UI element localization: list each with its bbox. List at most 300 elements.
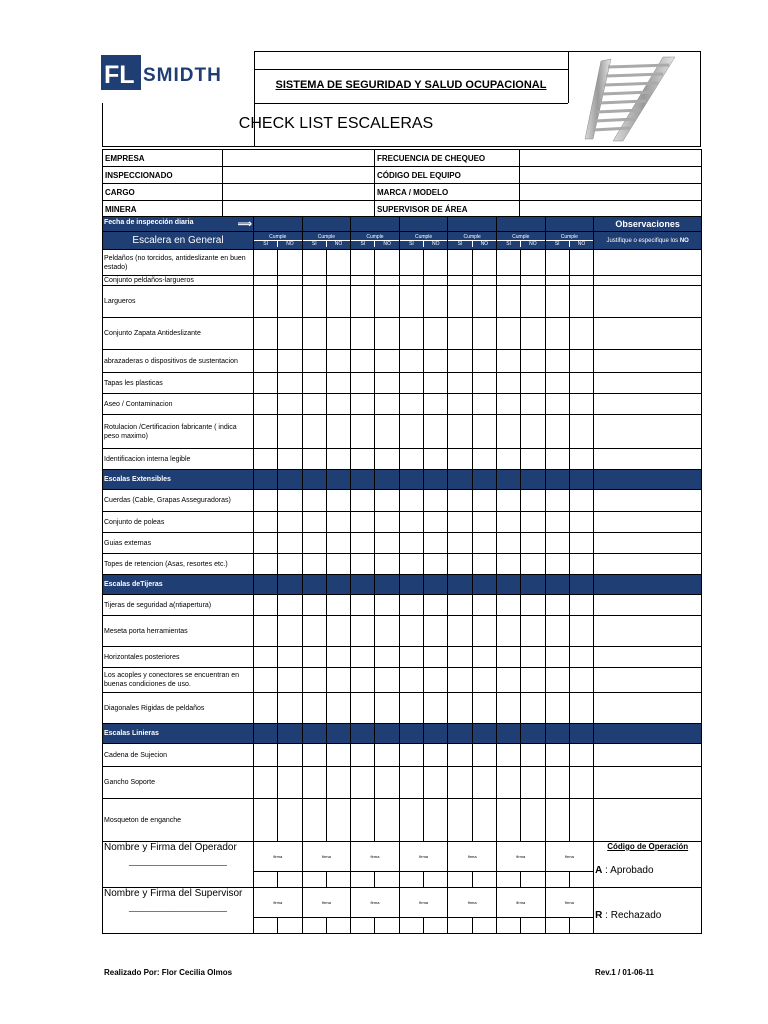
si-checkbox[interactable] <box>351 799 375 842</box>
si-checkbox[interactable] <box>302 318 326 350</box>
no-checkbox[interactable] <box>521 286 545 318</box>
no-checkbox[interactable] <box>424 350 448 373</box>
si-checkbox[interactable] <box>351 595 375 616</box>
no-checkbox[interactable] <box>424 449 448 470</box>
si-checkbox[interactable] <box>302 449 326 470</box>
si-checkbox[interactable] <box>302 533 326 554</box>
si-checkbox[interactable] <box>545 286 569 318</box>
no-checkbox[interactable] <box>375 554 399 575</box>
si-checkbox[interactable] <box>496 490 520 512</box>
si-checkbox[interactable] <box>496 449 520 470</box>
no-checkbox[interactable] <box>326 744 350 767</box>
signature-field[interactable]: firma <box>448 888 497 918</box>
si-checkbox[interactable] <box>302 286 326 318</box>
no-checkbox[interactable] <box>569 693 593 724</box>
si-checkbox[interactable] <box>545 744 569 767</box>
si-checkbox[interactable] <box>545 350 569 373</box>
no-checkbox[interactable] <box>375 668 399 693</box>
no-checkbox[interactable] <box>521 276 545 286</box>
no-checkbox[interactable] <box>569 595 593 616</box>
no-checkbox[interactable] <box>521 693 545 724</box>
si-checkbox[interactable] <box>399 595 423 616</box>
no-checkbox[interactable] <box>326 318 350 350</box>
signature-subfield[interactable] <box>569 872 593 888</box>
si-checkbox[interactable] <box>302 554 326 575</box>
date-field[interactable] <box>351 217 400 232</box>
no-checkbox[interactable] <box>521 744 545 767</box>
signature-subfield[interactable] <box>569 918 593 934</box>
no-checkbox[interactable] <box>569 373 593 394</box>
si-checkbox[interactable] <box>545 647 569 668</box>
si-checkbox[interactable] <box>448 767 472 799</box>
si-checkbox[interactable] <box>448 490 472 512</box>
si-checkbox[interactable] <box>545 250 569 276</box>
signature-subfield[interactable] <box>545 918 569 934</box>
si-checkbox[interactable] <box>302 490 326 512</box>
observation-field[interactable] <box>594 276 702 286</box>
signature-subfield[interactable] <box>521 872 545 888</box>
no-checkbox[interactable] <box>424 647 448 668</box>
no-checkbox[interactable] <box>472 693 496 724</box>
no-checkbox[interactable] <box>569 318 593 350</box>
no-checkbox[interactable] <box>326 373 350 394</box>
si-checkbox[interactable] <box>496 533 520 554</box>
si-checkbox[interactable] <box>399 449 423 470</box>
si-checkbox[interactable] <box>399 647 423 668</box>
si-checkbox[interactable] <box>254 693 278 724</box>
observation-field[interactable] <box>594 512 702 533</box>
si-checkbox[interactable] <box>302 767 326 799</box>
no-checkbox[interactable] <box>424 554 448 575</box>
si-checkbox[interactable] <box>351 449 375 470</box>
si-checkbox[interactable] <box>448 350 472 373</box>
si-checkbox[interactable] <box>496 767 520 799</box>
si-checkbox[interactable] <box>545 554 569 575</box>
no-checkbox[interactable] <box>472 415 496 449</box>
no-checkbox[interactable] <box>472 512 496 533</box>
observation-field[interactable] <box>594 616 702 647</box>
no-checkbox[interactable] <box>424 318 448 350</box>
no-checkbox[interactable] <box>424 744 448 767</box>
si-checkbox[interactable] <box>254 449 278 470</box>
si-checkbox[interactable] <box>545 799 569 842</box>
si-checkbox[interactable] <box>399 250 423 276</box>
si-checkbox[interactable] <box>496 616 520 647</box>
si-checkbox[interactable] <box>254 373 278 394</box>
observation-field[interactable] <box>594 415 702 449</box>
si-checkbox[interactable] <box>496 394 520 415</box>
si-checkbox[interactable] <box>351 286 375 318</box>
observation-field[interactable] <box>594 350 702 373</box>
signature-subfield[interactable] <box>545 872 569 888</box>
info-value-field[interactable] <box>223 201 375 218</box>
si-checkbox[interactable] <box>545 415 569 449</box>
si-checkbox[interactable] <box>545 693 569 724</box>
no-checkbox[interactable] <box>375 276 399 286</box>
signature-subfield[interactable] <box>399 918 423 934</box>
no-checkbox[interactable] <box>521 490 545 512</box>
si-checkbox[interactable] <box>399 616 423 647</box>
no-checkbox[interactable] <box>326 554 350 575</box>
no-checkbox[interactable] <box>472 554 496 575</box>
no-checkbox[interactable] <box>375 767 399 799</box>
info-value-field[interactable] <box>223 150 375 167</box>
si-checkbox[interactable] <box>545 767 569 799</box>
si-checkbox[interactable] <box>545 512 569 533</box>
si-checkbox[interactable] <box>545 276 569 286</box>
signature-field[interactable]: firma <box>351 842 400 872</box>
si-checkbox[interactable] <box>448 250 472 276</box>
no-checkbox[interactable] <box>521 595 545 616</box>
no-checkbox[interactable] <box>472 668 496 693</box>
no-checkbox[interactable] <box>569 415 593 449</box>
no-checkbox[interactable] <box>569 554 593 575</box>
si-checkbox[interactable] <box>496 554 520 575</box>
si-checkbox[interactable] <box>254 533 278 554</box>
info-value-field[interactable] <box>223 167 375 184</box>
date-field[interactable] <box>448 217 497 232</box>
si-checkbox[interactable] <box>496 276 520 286</box>
si-checkbox[interactable] <box>448 647 472 668</box>
no-checkbox[interactable] <box>424 533 448 554</box>
si-checkbox[interactable] <box>351 668 375 693</box>
no-checkbox[interactable] <box>472 490 496 512</box>
signature-subfield[interactable] <box>521 918 545 934</box>
date-field[interactable] <box>496 217 545 232</box>
no-checkbox[interactable] <box>521 554 545 575</box>
si-checkbox[interactable] <box>448 415 472 449</box>
date-field[interactable] <box>302 217 351 232</box>
si-checkbox[interactable] <box>448 512 472 533</box>
si-checkbox[interactable] <box>351 693 375 724</box>
si-checkbox[interactable] <box>545 318 569 350</box>
no-checkbox[interactable] <box>375 744 399 767</box>
signature-subfield[interactable] <box>302 872 326 888</box>
no-checkbox[interactable] <box>521 394 545 415</box>
no-checkbox[interactable] <box>278 490 302 512</box>
si-checkbox[interactable] <box>351 647 375 668</box>
observation-field[interactable] <box>594 799 702 842</box>
observation-field[interactable] <box>594 595 702 616</box>
si-checkbox[interactable] <box>351 554 375 575</box>
si-checkbox[interactable] <box>254 595 278 616</box>
si-checkbox[interactable] <box>399 394 423 415</box>
no-checkbox[interactable] <box>424 595 448 616</box>
no-checkbox[interactable] <box>472 276 496 286</box>
no-checkbox[interactable] <box>569 799 593 842</box>
signature-subfield[interactable] <box>424 918 448 934</box>
si-checkbox[interactable] <box>351 512 375 533</box>
no-checkbox[interactable] <box>424 799 448 842</box>
no-checkbox[interactable] <box>278 647 302 668</box>
no-checkbox[interactable] <box>424 394 448 415</box>
si-checkbox[interactable] <box>302 394 326 415</box>
observation-field[interactable] <box>594 373 702 394</box>
observation-field[interactable] <box>594 394 702 415</box>
signature-subfield[interactable] <box>448 872 472 888</box>
no-checkbox[interactable] <box>521 350 545 373</box>
no-checkbox[interactable] <box>521 616 545 647</box>
si-checkbox[interactable] <box>496 415 520 449</box>
si-checkbox[interactable] <box>399 668 423 693</box>
observation-field[interactable] <box>594 647 702 668</box>
no-checkbox[interactable] <box>472 744 496 767</box>
no-checkbox[interactable] <box>278 595 302 616</box>
si-checkbox[interactable] <box>399 373 423 394</box>
si-checkbox[interactable] <box>351 767 375 799</box>
si-checkbox[interactable] <box>448 373 472 394</box>
no-checkbox[interactable] <box>521 533 545 554</box>
si-checkbox[interactable] <box>254 350 278 373</box>
si-checkbox[interactable] <box>496 799 520 842</box>
no-checkbox[interactable] <box>472 533 496 554</box>
info-value-field[interactable] <box>520 167 702 184</box>
si-checkbox[interactable] <box>496 595 520 616</box>
no-checkbox[interactable] <box>521 668 545 693</box>
no-checkbox[interactable] <box>521 647 545 668</box>
signature-subfield[interactable] <box>278 918 302 934</box>
si-checkbox[interactable] <box>351 744 375 767</box>
no-checkbox[interactable] <box>375 350 399 373</box>
si-checkbox[interactable] <box>254 276 278 286</box>
si-checkbox[interactable] <box>496 744 520 767</box>
observation-field[interactable] <box>594 250 702 276</box>
no-checkbox[interactable] <box>278 744 302 767</box>
signature-subfield[interactable] <box>399 872 423 888</box>
si-checkbox[interactable] <box>254 767 278 799</box>
si-checkbox[interactable] <box>399 533 423 554</box>
si-checkbox[interactable] <box>254 744 278 767</box>
signature-subfield[interactable] <box>351 918 375 934</box>
no-checkbox[interactable] <box>424 250 448 276</box>
no-checkbox[interactable] <box>375 799 399 842</box>
no-checkbox[interactable] <box>424 668 448 693</box>
no-checkbox[interactable] <box>569 350 593 373</box>
no-checkbox[interactable] <box>521 512 545 533</box>
date-field[interactable] <box>545 217 594 232</box>
no-checkbox[interactable] <box>472 318 496 350</box>
no-checkbox[interactable] <box>375 616 399 647</box>
no-checkbox[interactable] <box>472 647 496 668</box>
si-checkbox[interactable] <box>545 449 569 470</box>
si-checkbox[interactable] <box>254 415 278 449</box>
no-checkbox[interactable] <box>326 449 350 470</box>
si-checkbox[interactable] <box>399 512 423 533</box>
no-checkbox[interactable] <box>326 415 350 449</box>
no-checkbox[interactable] <box>326 767 350 799</box>
si-checkbox[interactable] <box>351 415 375 449</box>
no-checkbox[interactable] <box>326 394 350 415</box>
si-checkbox[interactable] <box>254 286 278 318</box>
no-checkbox[interactable] <box>375 533 399 554</box>
no-checkbox[interactable] <box>424 276 448 286</box>
si-checkbox[interactable] <box>545 373 569 394</box>
date-field[interactable] <box>254 217 303 232</box>
si-checkbox[interactable] <box>351 318 375 350</box>
si-checkbox[interactable] <box>254 647 278 668</box>
si-checkbox[interactable] <box>496 350 520 373</box>
signature-field[interactable]: firma <box>496 842 545 872</box>
si-checkbox[interactable] <box>496 286 520 318</box>
no-checkbox[interactable] <box>521 373 545 394</box>
si-checkbox[interactable] <box>545 533 569 554</box>
si-checkbox[interactable] <box>496 373 520 394</box>
no-checkbox[interactable] <box>278 767 302 799</box>
si-checkbox[interactable] <box>545 616 569 647</box>
si-checkbox[interactable] <box>302 647 326 668</box>
si-checkbox[interactable] <box>351 250 375 276</box>
si-checkbox[interactable] <box>351 490 375 512</box>
info-value-field[interactable] <box>520 150 702 167</box>
si-checkbox[interactable] <box>254 394 278 415</box>
signature-field[interactable]: firma <box>545 842 594 872</box>
si-checkbox[interactable] <box>496 250 520 276</box>
signature-field[interactable]: firma <box>448 842 497 872</box>
signature-subfield[interactable] <box>375 872 399 888</box>
no-checkbox[interactable] <box>424 693 448 724</box>
signature-field[interactable]: firma <box>496 888 545 918</box>
si-checkbox[interactable] <box>399 415 423 449</box>
no-checkbox[interactable] <box>472 767 496 799</box>
no-checkbox[interactable] <box>326 512 350 533</box>
info-value-field[interactable] <box>520 184 702 201</box>
observation-field[interactable] <box>594 693 702 724</box>
no-checkbox[interactable] <box>375 693 399 724</box>
no-checkbox[interactable] <box>472 286 496 318</box>
signature-field[interactable]: firma <box>254 888 303 918</box>
si-checkbox[interactable] <box>254 318 278 350</box>
si-checkbox[interactable] <box>302 595 326 616</box>
no-checkbox[interactable] <box>278 318 302 350</box>
si-checkbox[interactable] <box>545 595 569 616</box>
si-checkbox[interactable] <box>448 449 472 470</box>
no-checkbox[interactable] <box>424 512 448 533</box>
no-checkbox[interactable] <box>521 318 545 350</box>
signature-subfield[interactable] <box>448 918 472 934</box>
no-checkbox[interactable] <box>569 533 593 554</box>
signature-subfield[interactable] <box>496 872 520 888</box>
si-checkbox[interactable] <box>302 616 326 647</box>
no-checkbox[interactable] <box>326 350 350 373</box>
no-checkbox[interactable] <box>375 449 399 470</box>
info-value-field[interactable] <box>223 184 375 201</box>
no-checkbox[interactable] <box>521 449 545 470</box>
no-checkbox[interactable] <box>521 799 545 842</box>
signature-subfield[interactable] <box>302 918 326 934</box>
no-checkbox[interactable] <box>569 394 593 415</box>
si-checkbox[interactable] <box>399 286 423 318</box>
no-checkbox[interactable] <box>278 394 302 415</box>
si-checkbox[interactable] <box>399 490 423 512</box>
si-checkbox[interactable] <box>496 647 520 668</box>
no-checkbox[interactable] <box>326 799 350 842</box>
signature-field[interactable]: firma <box>399 842 448 872</box>
no-checkbox[interactable] <box>278 449 302 470</box>
si-checkbox[interactable] <box>302 512 326 533</box>
no-checkbox[interactable] <box>278 554 302 575</box>
si-checkbox[interactable] <box>254 250 278 276</box>
si-checkbox[interactable] <box>399 318 423 350</box>
si-checkbox[interactable] <box>351 350 375 373</box>
no-checkbox[interactable] <box>472 250 496 276</box>
observation-field[interactable] <box>594 286 702 318</box>
si-checkbox[interactable] <box>448 799 472 842</box>
no-checkbox[interactable] <box>375 490 399 512</box>
si-checkbox[interactable] <box>399 693 423 724</box>
si-checkbox[interactable] <box>302 668 326 693</box>
si-checkbox[interactable] <box>302 415 326 449</box>
si-checkbox[interactable] <box>496 512 520 533</box>
signature-subfield[interactable] <box>254 872 278 888</box>
si-checkbox[interactable] <box>302 350 326 373</box>
signature-subfield[interactable] <box>278 872 302 888</box>
signature-subfield[interactable] <box>424 872 448 888</box>
no-checkbox[interactable] <box>569 512 593 533</box>
no-checkbox[interactable] <box>521 415 545 449</box>
no-checkbox[interactable] <box>326 693 350 724</box>
no-checkbox[interactable] <box>472 373 496 394</box>
si-checkbox[interactable] <box>448 318 472 350</box>
no-checkbox[interactable] <box>278 350 302 373</box>
no-checkbox[interactable] <box>326 647 350 668</box>
no-checkbox[interactable] <box>569 616 593 647</box>
no-checkbox[interactable] <box>424 490 448 512</box>
no-checkbox[interactable] <box>375 595 399 616</box>
observation-field[interactable] <box>594 554 702 575</box>
si-checkbox[interactable] <box>496 693 520 724</box>
si-checkbox[interactable] <box>448 286 472 318</box>
si-checkbox[interactable] <box>545 490 569 512</box>
no-checkbox[interactable] <box>326 276 350 286</box>
si-checkbox[interactable] <box>302 276 326 286</box>
si-checkbox[interactable] <box>254 668 278 693</box>
no-checkbox[interactable] <box>375 286 399 318</box>
si-checkbox[interactable] <box>399 554 423 575</box>
no-checkbox[interactable] <box>424 415 448 449</box>
no-checkbox[interactable] <box>375 373 399 394</box>
no-checkbox[interactable] <box>569 490 593 512</box>
si-checkbox[interactable] <box>399 276 423 286</box>
si-checkbox[interactable] <box>448 668 472 693</box>
signature-field[interactable]: firma <box>399 888 448 918</box>
no-checkbox[interactable] <box>278 286 302 318</box>
no-checkbox[interactable] <box>569 250 593 276</box>
no-checkbox[interactable] <box>375 250 399 276</box>
signature-subfield[interactable] <box>326 918 350 934</box>
no-checkbox[interactable] <box>472 394 496 415</box>
no-checkbox[interactable] <box>375 318 399 350</box>
signature-field[interactable]: firma <box>545 888 594 918</box>
observation-field[interactable] <box>594 490 702 512</box>
signature-subfield[interactable] <box>351 872 375 888</box>
si-checkbox[interactable] <box>448 276 472 286</box>
si-checkbox[interactable] <box>351 394 375 415</box>
si-checkbox[interactable] <box>448 744 472 767</box>
observation-field[interactable] <box>594 744 702 767</box>
signature-subfield[interactable] <box>472 872 496 888</box>
si-checkbox[interactable] <box>351 533 375 554</box>
no-checkbox[interactable] <box>424 286 448 318</box>
no-checkbox[interactable] <box>326 668 350 693</box>
si-checkbox[interactable] <box>448 595 472 616</box>
si-checkbox[interactable] <box>302 693 326 724</box>
si-checkbox[interactable] <box>496 318 520 350</box>
no-checkbox[interactable] <box>326 286 350 318</box>
signature-field[interactable]: firma <box>302 842 351 872</box>
si-checkbox[interactable] <box>545 394 569 415</box>
no-checkbox[interactable] <box>278 693 302 724</box>
si-checkbox[interactable] <box>302 250 326 276</box>
